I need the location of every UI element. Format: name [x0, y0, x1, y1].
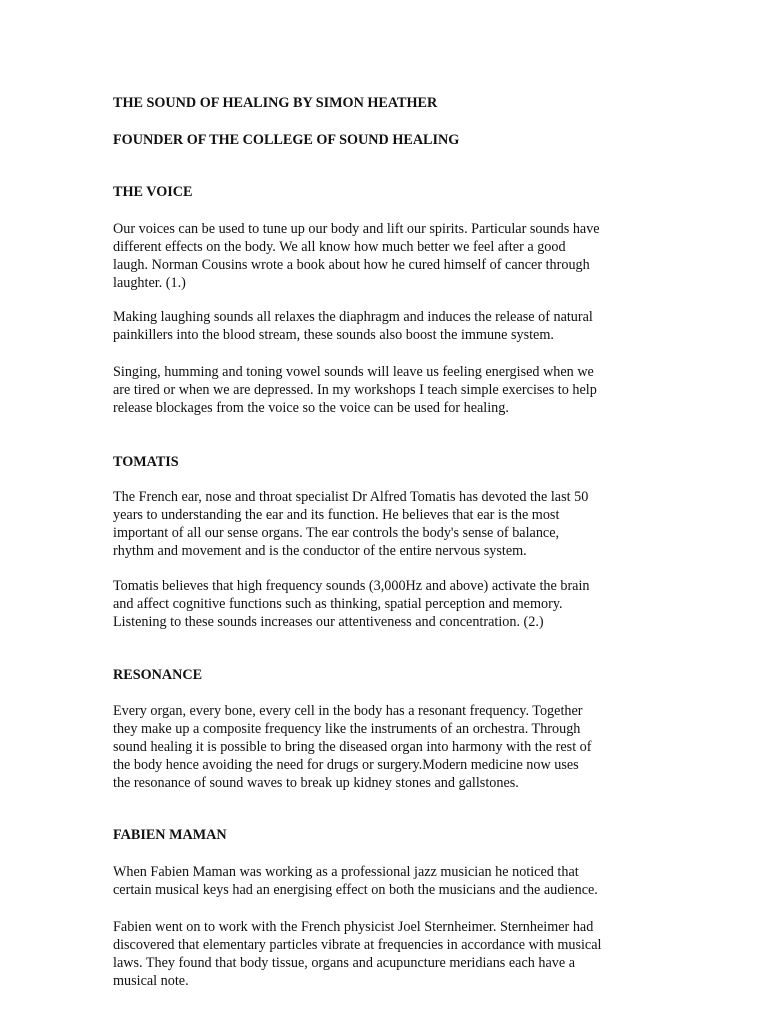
- document-title: THE SOUND OF HEALING BY SIMON HEATHER: [113, 95, 438, 111]
- section-heading-tomatis: TOMATIS: [113, 454, 179, 470]
- paragraph-fabien-2: Fabien went on to work with the French physicist Joel Sternheimer. Sternheimer had discovered that elementary particles vibrate at frequencies in accordance with musical laws. They found that body tissue, organs and acupuncture meridians each have a musical note.: [113, 919, 602, 989]
- paragraph-tomatis-2: Tomatis believes that high frequency sounds (3,000Hz and above) activate the brain and affect cognitive functions such as thinking, spatial perception and memory. Listening to these sounds increases our attentiveness and concentration. (2.): [113, 578, 590, 630]
- paragraph-resonance-1: Every organ, every bone, every cell in the body has a resonant frequency. Together they make up a composite frequency like the instruments of an orchestra. Through sound healing it is possible to bring the diseased organ into harmony with the rest of the body hence avoiding the need for drugs or surgery.Modern medicine now uses the resonance of sound waves to break up kidney stones and gallstones.: [113, 703, 592, 791]
- section-heading-voice: THE VOICE: [113, 184, 193, 200]
- paragraph-fabien-1: When Fabien Maman was working as a professional jazz musician he noticed that certain musical keys had an energising effect on both the musicians and the audience.: [113, 864, 598, 898]
- paragraph-voice-3: Singing, humming and toning vowel sounds will leave us feeling energised when we are tired or when we are depressed. In my workshops I teach simple exercises to help release blockages from the voice so the voice can be used for healing.: [113, 364, 597, 416]
- section-heading-resonance: RESONANCE: [113, 667, 203, 683]
- section-heading-fabien-maman: FABIEN MAMAN: [113, 827, 227, 843]
- paragraph-tomatis-1: The French ear, nose and throat specialist Dr Alfred Tomatis has devoted the last 50 years to understanding the ear and its function. He believes that ear is the most important of all our sense organs. The ear controls the body's sense of balance, rhythm and movement and is the conductor of the entire nervous system.: [113, 489, 589, 559]
- paragraph-voice-2: Making laughing sounds all relaxes the diaphragm and induces the release of natural painkillers into the blood stream, these sounds also boost the immune system.: [113, 309, 593, 343]
- paragraph-voice-1: Our voices can be used to tune up our body and lift our spirits. Particular sounds have different effects on the body. We all know how much better we feel after a good laugh. Norman Cousins wrote a book about how he cured himself of cancer through laughter. (1.): [113, 221, 600, 291]
- document-subtitle: FOUNDER OF THE COLLEGE OF SOUND HEALING: [113, 132, 460, 148]
